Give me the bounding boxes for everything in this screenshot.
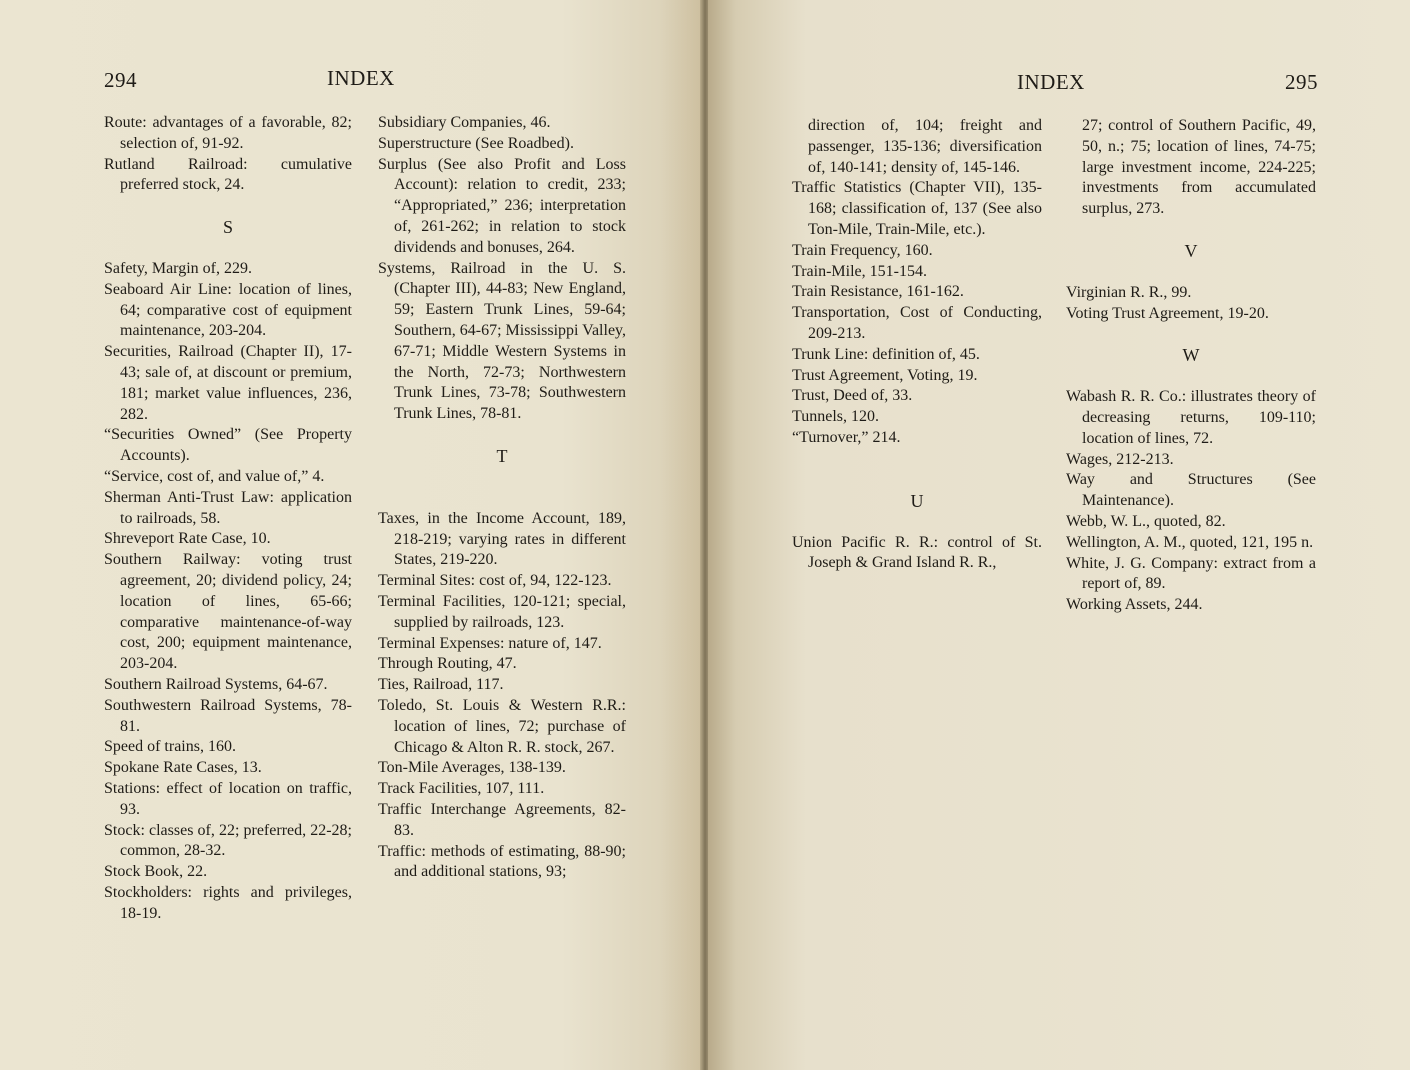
index-entry: Terminal Facilities, 120-121; special, supplied by railroads, 123. xyxy=(378,592,626,631)
running-header: INDEX xyxy=(1017,70,1085,94)
index-entry: Ties, Railroad, 117. xyxy=(378,676,504,694)
index-entry: Southern Railroad Systems, 64-67. xyxy=(104,675,328,693)
index-entry: Safety, Margin of, 229. xyxy=(104,259,252,277)
index-entry: Rutland Railroad: cumulative preferred stock, 24. xyxy=(104,155,352,194)
index-entry: Superstructure (See Roadbed). xyxy=(378,134,574,152)
index-entry: Spokane Rate Cases, 13. xyxy=(104,759,262,777)
index-column-3 xyxy=(792,116,1042,574)
section-letter: V xyxy=(1184,240,1198,261)
index-entry: Terminal Expenses: nature of, 147. xyxy=(378,634,602,652)
index-entry: Sherman Anti-Trust Law: application to railroads, 58. xyxy=(104,488,352,527)
index-entry: Surplus (See also Profit and Loss Account): relation to credit, 233; “Appropriated,” 236; interpretation of, 261-262; in relation to stock dividends and bonuses, 264. xyxy=(378,155,626,256)
section-letter: U xyxy=(910,490,924,511)
index-entry: Train Frequency, 160. xyxy=(792,241,933,259)
index-entry: Subsidiary Companies, 46. xyxy=(378,114,551,131)
index-entry: Track Facilities, 107, 111. xyxy=(378,780,545,798)
index-entry: Stock Book, 22. xyxy=(104,863,208,881)
running-header: INDEX xyxy=(327,66,395,90)
page-number: 295 xyxy=(1285,70,1318,94)
index-entry: Voting Trust Agreement, 19-20. xyxy=(1066,304,1269,322)
index-entry: “Turnover,” 214. xyxy=(792,428,901,446)
index-entry: Speed of trains, 160. xyxy=(104,738,236,756)
index-entry: Wabash R. R. Co.: illustrates theory of decreasing returns, 109-110; location of lines, 72. xyxy=(1066,388,1316,447)
index-entry: Terminal Sites: cost of, 94, 122-123. xyxy=(378,572,612,590)
index-entry: Traffic: methods of estimating, 88-90; and additional stations, 93; xyxy=(378,842,626,881)
index-entry: Southern Railway: voting trust agreement, 20; dividend policy, 24; location of lines, 65-66; comparative maintenance-of-way cost, 200; equipment maintenance, 203-204. xyxy=(104,551,352,673)
index-entry: Wellington, A. M., quoted, 121, 195 n. xyxy=(1066,533,1314,551)
index-entry: “Service, cost of, and value of,” 4. xyxy=(104,467,325,485)
index-entry: Traffic Interchange Agreements, 82-83. xyxy=(378,800,626,839)
index-entry: Trust Agreement, Voting, 19. xyxy=(792,366,978,384)
index-entry: Wages, 212-213. xyxy=(1066,450,1174,468)
left-page xyxy=(0,0,702,1070)
page-number: 294 xyxy=(104,68,137,92)
index-entry: Tunnels, 120. xyxy=(792,408,879,426)
index-entry: Shreveport Rate Case, 10. xyxy=(104,530,271,548)
index-entry-continuation: direction of, 104; freight and passenger, 135-136; diversification of, 140-141; density of, 145-146. xyxy=(808,117,1042,176)
index-entry: Seaboard Air Line: location of lines, 64; comparative cost of equipment maintenance, 203-204. xyxy=(104,280,352,340)
index-entry: Webb, W. L., quoted, 82. xyxy=(1066,512,1226,530)
index-entry: Stations: effect of location on traffic, 93. xyxy=(104,779,352,818)
index-entry: Traffic Statistics (Chapter VII), 135-168; classification of, 137 (See also Ton-Mile, Train-Mile, etc.). xyxy=(792,179,1042,238)
index-entry: Way and Structures (See Maintenance). xyxy=(1066,471,1316,510)
index-entry: Working Assets, 244. xyxy=(1066,596,1203,614)
section-letter: T xyxy=(496,445,508,466)
index-entry: Train Resistance, 161-162. xyxy=(792,283,964,301)
index-column-4 xyxy=(1066,116,1316,616)
index-entry: Train-Mile, 151-154. xyxy=(792,262,927,280)
index-entry: Trust, Deed of, 33. xyxy=(792,387,913,405)
right-page xyxy=(708,0,1410,1070)
index-entry: Southwestern Railroad Systems, 78-81. xyxy=(104,696,352,735)
index-entry: Trunk Line: definition of, 45. xyxy=(792,345,980,363)
index-entry: Stockholders: rights and privileges, 18-19. xyxy=(104,883,352,922)
index-entry: Stock: classes of, 22; preferred, 22-28; common, 28-32. xyxy=(104,821,352,860)
index-entry: Union Pacific R. R.: control of St. Joseph & Grand Island R. R., xyxy=(792,533,1042,572)
index-entry-continuation: 27; control of Southern Pacific, 49, 50, n.; 75; location of lines, 74-75; large investment income, 224-225; investments from accumulated surplus, 273. xyxy=(1082,117,1316,218)
index-entry: Ton-Mile Averages, 138-139. xyxy=(378,759,566,777)
index-entry: Virginian R. R., 99. xyxy=(1066,283,1192,301)
section-letter: S xyxy=(222,217,233,238)
index-entry: Toledo, St. Louis & Western R.R.: location of lines, 72; purchase of Chicago & Alton R. R. stock, 267. xyxy=(378,696,626,756)
index-entry: Securities, Railroad (Chapter II), 17-43; sale of, at discount or premium, 181; market value influences, 236, 282. xyxy=(104,343,352,423)
index-entry: Route: advantages of a favorable, 82; selection of, 91-92. xyxy=(104,114,352,152)
section-letter: W xyxy=(1182,345,1200,366)
index-entry: Transportation, Cost of Conducting, 209-213. xyxy=(792,304,1042,342)
index-entry: White, J. G. Company: extract from a report of, 89. xyxy=(1066,554,1316,593)
index-column-1 xyxy=(104,113,352,924)
index-entry: “Securities Owned” (See Property Accounts). xyxy=(104,426,352,465)
index-entry: Through Routing, 47. xyxy=(378,655,517,673)
index-entry: Taxes, in the Income Account, 189, 218-219; varying rates in different States, 219-220. xyxy=(378,509,626,569)
index-column-2 xyxy=(378,113,626,883)
index-entry: Systems, Railroad in the U. S. (Chapter III), 44-83; New England, 59; Eastern Trunk Lines, 59-64; Southern, 64-67; Mississippi Valley, 67-71; Middle Western Systems in the North, 72-73; Northwestern Trunk Lines, 73-78; Southwestern Trunk Lines, 78-81. xyxy=(378,259,627,423)
